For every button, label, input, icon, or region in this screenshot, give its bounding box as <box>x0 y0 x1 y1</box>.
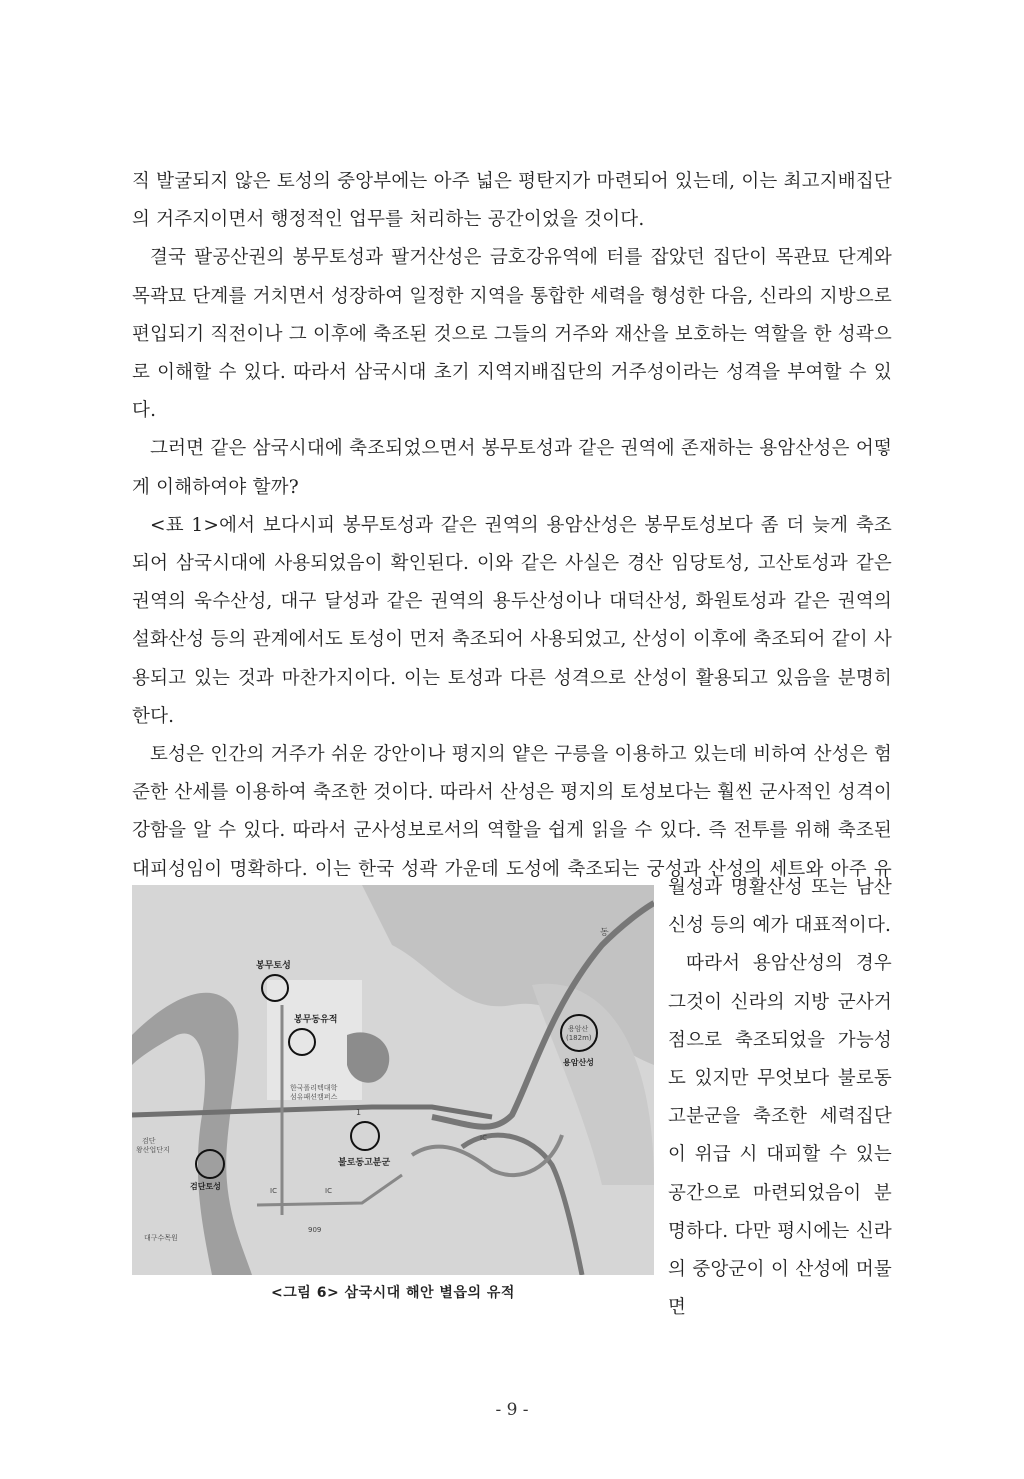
page-number: - 9 - <box>495 1400 529 1420</box>
main-body-text <box>132 163 892 927</box>
side-body-text <box>668 869 892 1327</box>
label-ic-right: IC <box>480 1134 487 1142</box>
label-campus: 섬유패션캠퍼스 <box>290 1093 338 1101</box>
label-university: 한국폴리텍대학 <box>290 1084 338 1092</box>
label-geomdan-area: 검단 <box>142 1137 156 1145</box>
label-ic-left: IC <box>270 1187 277 1195</box>
paragraph-2: 결국 팔공산권의 봉무토성과 팔거산성은 금호강유역에 터를 잡았던 집단이 목관묘 단계와 목곽묘 단계를 거치면서 성장하여 일정한 지역을 통합한 세력을 형성한 다음, 신라의 지방으로 편입되기 직전이나 그 이후에 축조된 것으로 그들의 거주와 재산을 보호하는 역할을 한 성곽으로 이해할 수 있다. 따라서 삼국시대 초기 지역지배집단의 거주성이라는 성격을 부여할 수 있다. <box>132 247 892 422</box>
paragraph-4: <표 1>에서 보다시피 봉무토성과 같은 권역의 용암산성은 봉무토성보다 좀 더 늦게 축조되어 삼국시대에 사용되었음이 확인된다. 이와 같은 사실은 경산 임당토성, 고산토성과 같은 권역의 욱수산성, 대구 달성과 같은 권역의 용두산성이나 대덕산성, 화원토성과 같은 권역의 설화산성 등의 관계에서도 토성이 먼저 축조되어 사용되었고, 산성이 이후에 축조되어 같이 사용되고 있는 것과 마찬가지이다. 이는 토성과 다른 성격으로 산성이 활용되고 있음을 분명히 한다. <box>132 514 892 727</box>
label-yongam-fortress: 용암산성 <box>563 1058 594 1067</box>
label-arboretum: 대구수목원 <box>144 1234 178 1242</box>
label-geomdan-fortress: 검단토성 <box>190 1182 221 1191</box>
map-figure <box>132 885 654 1275</box>
side-paragraph-2: 따라서 용암산성의 경우 그것이 신라의 지방 군사거점으로 축조되었을 가능성도 있지만 무엇보다 불로동고분군을 축조한 세력집단이 위급 시 대피할 수 있는 공간으로 마련되었음이 분명하다. 다만 평시에는 신라의 중앙군이 이 산성에 머물면 <box>668 953 892 1319</box>
paragraph-1: 직 발굴되지 않은 토성의 중앙부에는 아주 넓은 평탄지가 마련되어 있는데, 이는 최고지배집단의 거주지이면서 행정적인 업무를 처리하는 공간이었을 것이다. <box>132 171 892 231</box>
label-yongam-elev: (182m) <box>566 1034 592 1042</box>
label-dong: 동 <box>600 928 609 938</box>
label-route-1: 1 <box>356 1108 362 1117</box>
label-geomdan-sub: 왕산업단지 <box>136 1146 170 1154</box>
label-bongmu-site: 봉무동유적 <box>294 1015 338 1025</box>
side-paragraph-1: 월성과 명활산성 또는 남산신성 등의 예가 대표적이다. <box>668 877 892 937</box>
figure-caption: <그림 6> 삼국시대 해안 별읍의 유적 <box>271 1285 515 1301</box>
label-yongam-mountain: 용암산 <box>568 1025 589 1033</box>
label-route-909: 909 <box>308 1226 322 1234</box>
map-svg <box>132 885 654 1275</box>
paragraph-5: 토성은 인간의 거주가 쉬운 강안이나 평지의 얕은 구릉을 이용하고 있는데 비하여 산성은 험준한 산세를 이용하여 축조한 것이다. 따라서 산성은 평지의 토성보다는 훨씬 군사적인 성격이 강함을 알 수 있다. 따라서 군사성보로서의 역할을 쉽게 읽을 수 있다. 즉 전투를 위해 축조된 대피성임이 명확하다. 이는 한국 성곽 가운데 도성에 축조되는 궁성과 산성의 세트와 아주 유 <box>132 744 892 880</box>
label-ic-mid: IC <box>325 1187 332 1195</box>
label-bongmu-fortress: 봉무토성 <box>256 961 291 971</box>
paragraph-3: 그러면 같은 삼국시대에 축조되었으면서 봉무토성과 같은 권역에 존재하는 용암산성은 어떻게 이해하여야 할까? <box>132 438 892 498</box>
label-bullo-tombs: 불로동고분군 <box>338 1158 391 1168</box>
